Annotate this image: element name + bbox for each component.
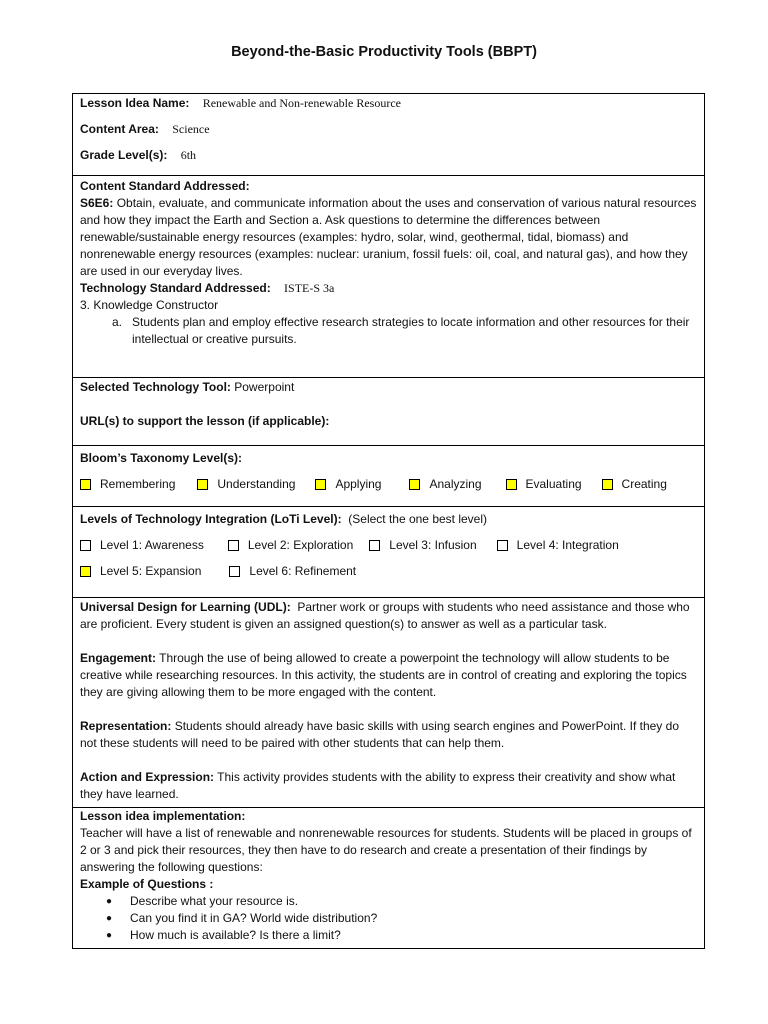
loti-level-label: Level 2: Exploration — [247, 538, 354, 552]
blooms-options — [80, 476, 698, 493]
loti-level-label: Level 6: Refinement — [249, 564, 357, 578]
action-expression-text: This activity provides students with the ability to express their creativity and show what they have learned. — [80, 770, 676, 801]
url-label: URL(s) to support the lesson (if applicable): — [80, 414, 330, 428]
representation-label: Representation: — [80, 719, 172, 733]
implementation-text: Teacher will have a list of renewable and nonrenewable resources for students. Students will be placed in groups of 2 or 3 and pick their resources, they then have to do research and create a presentation of their findings by answering the following questions: — [80, 826, 692, 874]
tech-standard-line — [80, 280, 698, 297]
loti-level-6[interactable] — [229, 563, 356, 580]
lesson-form-table — [72, 93, 705, 949]
questions-list — [80, 893, 698, 944]
loti-level-label: Level 1: Awareness — [100, 538, 204, 552]
blooms-option-understanding[interactable] — [197, 476, 295, 493]
content-standard-label: Content Standard Addressed: — [80, 179, 250, 193]
blooms-option-label: Remembering — [100, 477, 176, 491]
blooms-option-applying[interactable] — [315, 476, 381, 493]
grade-level-value: 6th — [180, 148, 197, 162]
checkbox-icon[interactable] — [80, 566, 91, 577]
loti-level-label: Level 5: Expansion — [100, 564, 202, 578]
checkbox-icon[interactable] — [80, 479, 91, 490]
bullet-icon: ● — [106, 913, 113, 924]
question-text: Describe what your resource is. — [130, 894, 299, 908]
loti-level-5[interactable] — [80, 563, 201, 580]
blooms-row — [73, 446, 705, 507]
loti-levels-row-2 — [80, 563, 698, 580]
loti-hint: (Select the one best level) — [348, 512, 488, 526]
content-area-line — [80, 121, 698, 147]
tech-standard-label: Technology Standard Addressed: — [80, 281, 271, 295]
udl-row — [73, 598, 705, 808]
loti-level-label: Level 4: Integration — [516, 538, 619, 552]
action-expression-label: Action and Expression: — [80, 770, 215, 784]
checkbox-icon[interactable] — [80, 540, 91, 551]
tool-row — [73, 378, 705, 446]
list-item — [80, 893, 698, 910]
udl-label: Universal Design for Learning (UDL): — [80, 600, 291, 614]
udl-paragraph — [80, 599, 698, 633]
tool-cell — [73, 378, 705, 446]
question-text: Can you find it in GA? World wide distribution? — [130, 911, 378, 925]
lesson-info-cell — [73, 94, 705, 176]
checkbox-icon[interactable] — [197, 479, 208, 490]
loti-cell — [73, 507, 705, 598]
lesson-idea-label: Lesson Idea Name: — [80, 96, 190, 110]
standards-row — [73, 176, 705, 378]
checkbox-icon[interactable] — [229, 566, 240, 577]
standard-code: S6E6: — [80, 196, 114, 210]
engagement-paragraph — [80, 650, 698, 701]
standard-item-text: Students plan and employ effective research strategies to locate information and other resources for their intellectual or creative pursuits. — [132, 315, 690, 346]
loti-row — [73, 507, 705, 598]
blooms-option-label: Creating — [621, 477, 667, 491]
engagement-text: Through the use of being allowed to create a powerpoint the technology will allow students to be creative while researching resources. In this activity, the students are in control of creating and exploring the topics they are giving allowing them to be more engaged with the content. — [80, 651, 687, 699]
blooms-option-label: Understanding — [217, 477, 296, 491]
blooms-option-label: Analyzing — [429, 477, 482, 491]
loti-level-2[interactable] — [228, 537, 353, 554]
checkbox-icon[interactable] — [315, 479, 326, 490]
udl-text: Partner work or groups with students who need assistance and those who are proficient. Every student is given an assigned question(s) to answer as well as a particular task. — [80, 600, 690, 631]
blooms-option-evaluating[interactable] — [506, 476, 582, 493]
standard-item-a — [80, 314, 698, 348]
lesson-idea-value: Renewable and Non-renewable Resource — [202, 96, 401, 110]
checkbox-icon[interactable] — [497, 540, 508, 551]
checkbox-icon[interactable] — [409, 479, 420, 490]
list-item — [80, 927, 698, 944]
loti-heading — [80, 511, 698, 528]
loti-label: Levels of Technology Integration (LoTi Level): — [80, 512, 342, 526]
bullet-icon: ● — [106, 896, 113, 907]
blooms-option-label: Applying — [335, 477, 382, 491]
blooms-option-label: Evaluating — [525, 477, 582, 491]
grade-level-label: Grade Level(s): — [80, 148, 168, 162]
blooms-option-creating[interactable] — [602, 476, 667, 493]
knowledge-constructor-heading: 3. Knowledge Constructor — [80, 298, 219, 312]
lesson-idea-line — [80, 95, 698, 121]
checkbox-icon[interactable] — [506, 479, 517, 490]
implementation-row — [73, 808, 705, 949]
list-item — [80, 910, 698, 927]
blooms-option-remembering[interactable] — [80, 476, 175, 493]
implementation-cell — [73, 808, 705, 949]
representation-paragraph — [80, 718, 698, 752]
selected-tool-label: Selected Technology Tool: — [80, 380, 231, 394]
content-standard-text — [80, 195, 698, 280]
blooms-cell — [73, 446, 705, 507]
selected-tool-line — [80, 379, 698, 396]
content-area-label: Content Area: — [80, 122, 159, 136]
engagement-label: Engagement: — [80, 651, 157, 665]
udl-cell — [73, 598, 705, 808]
question-text: How much is available? Is there a limit? — [130, 928, 341, 942]
blooms-option-analyzing[interactable] — [409, 476, 481, 493]
lesson-info-row — [73, 94, 705, 176]
questions-label: Example of Questions : — [80, 877, 214, 891]
checkbox-icon[interactable] — [602, 479, 613, 490]
loti-level-label: Level 3: Infusion — [389, 538, 477, 552]
loti-level-4[interactable] — [497, 537, 619, 554]
action-expression-paragraph — [80, 769, 698, 803]
tech-standard-value: ISTE-S 3a — [284, 281, 335, 295]
checkbox-icon[interactable] — [369, 540, 380, 551]
checkbox-icon[interactable] — [228, 540, 239, 551]
standard-description: Obtain, evaluate, and communicate information about the uses and conservation of various natural resources and how they impact the Earth and Section a. Ask questions to determine the differences between renewable/sustainable energy resources (examples: hydro, solar, wind, geothermal, tidal, biomass) and nonrenewable energy resources (examples: nuclear: uranium, fossil fuels: oil, coal, and natural gas), and how they are used in our everyday lives. — [80, 196, 697, 278]
representation-text: Students should already have basic skills with using search engines and PowerPoint. If they do not these students will need to be paired with other students that can help them. — [80, 719, 679, 750]
loti-level-3[interactable] — [369, 537, 476, 554]
standard-item-letter: a. — [112, 315, 123, 329]
content-area-value: Science — [172, 122, 210, 136]
loti-levels-row-1 — [80, 537, 698, 554]
standards-cell — [73, 176, 705, 378]
selected-tool-value: Powerpoint — [234, 380, 295, 394]
loti-level-1[interactable] — [80, 537, 204, 554]
implementation-label: Lesson idea implementation: — [80, 809, 246, 823]
grade-level-line — [80, 147, 698, 164]
blooms-label: Bloom’s Taxonomy Level(s): — [80, 451, 243, 465]
document-title: Beyond-the-Basic Productivity Tools (BBPT) — [231, 44, 537, 60]
bullet-icon: ● — [106, 930, 113, 941]
